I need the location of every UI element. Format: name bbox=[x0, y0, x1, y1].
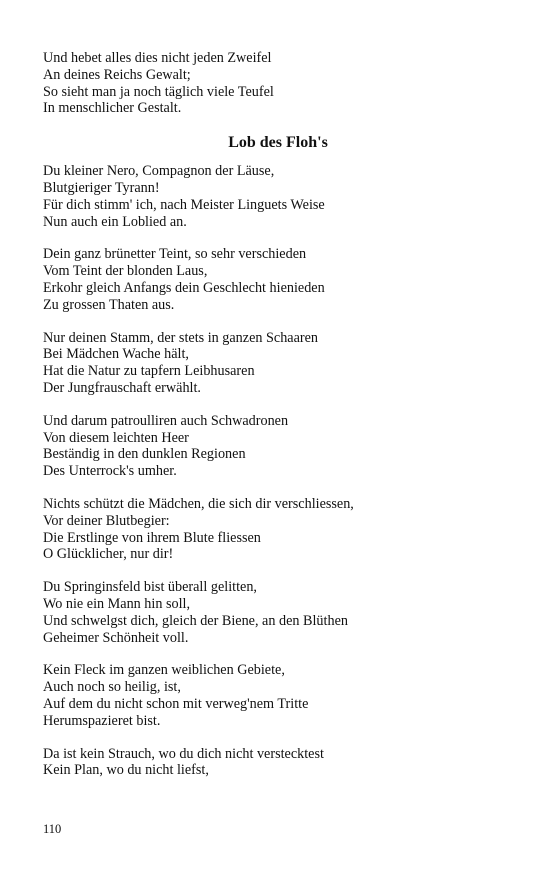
poem-line: Vor deiner Blutbegier: bbox=[43, 512, 170, 529]
poem-line: An deines Reichs Gewalt; bbox=[43, 66, 191, 83]
poem-line: Blutgieriger Tyrann! bbox=[43, 179, 160, 196]
poem-line: Beständig in den dunklen Regionen bbox=[43, 446, 246, 463]
poem-line: Und hebet alles dies nicht jeden Zweifel bbox=[43, 50, 272, 66]
stanza bbox=[43, 579, 513, 646]
poem-line: O Glücklicher, nur dir! bbox=[43, 546, 174, 563]
poem-line: Hat die Natur zu tapfern Leibhusaren bbox=[43, 363, 255, 380]
poem-line: Die Erstlinge von ihrem Blute fliessen bbox=[43, 529, 261, 546]
poem-line: Herumspazieret bist. bbox=[43, 712, 161, 729]
poem-line: Auf dem du nicht schon mit verweg'nem Tritte bbox=[43, 695, 309, 712]
poem-line: Der Jungfrauschaft erwählt. bbox=[43, 379, 201, 396]
poem-line: Nun auch ein Loblied an. bbox=[43, 213, 187, 230]
book-page bbox=[43, 50, 513, 795]
continued-stanza bbox=[43, 50, 513, 117]
poem-line: In menschlicher Gestalt. bbox=[43, 100, 182, 117]
poem-line: Vom Teint der blonden Laus, bbox=[43, 263, 208, 280]
poem-line: Erkohr gleich Anfangs dein Geschlecht hienieden bbox=[43, 279, 325, 296]
poem-line: Wo nie ein Mann hin soll, bbox=[43, 595, 191, 612]
poem-line: Für dich stimm' ich, nach Meister Linguets Weise bbox=[43, 196, 325, 213]
stanza bbox=[43, 246, 513, 313]
poem-line: Kein Plan, wo du nicht liefst, bbox=[43, 762, 209, 779]
poem-line: Und schwelgst dich, gleich der Biene, an den Blüthen bbox=[43, 612, 348, 629]
poem-line: Dein ganz brünetter Teint, so sehr verschieden bbox=[43, 246, 307, 263]
poem-line: Nichts schützt die Mädchen, die sich dir verschliessen, bbox=[43, 495, 354, 512]
poem-line: Und darum patroulliren auch Schwadronen bbox=[43, 412, 289, 429]
poem-title: Lob des Floh's bbox=[228, 134, 328, 152]
poem-line: Du kleiner Nero, Compagnon der Läuse, bbox=[43, 163, 275, 180]
stanza bbox=[43, 662, 513, 729]
poem-line: Nur deinen Stamm, der stets in ganzen Schaaren bbox=[43, 329, 318, 346]
poem-line: Bei Mädchen Wache hält, bbox=[43, 346, 189, 363]
stanza bbox=[43, 413, 513, 480]
stanza bbox=[43, 330, 513, 397]
poem-line: Von diesem leichten Heer bbox=[43, 429, 189, 446]
stanza bbox=[43, 746, 513, 780]
poem-line: Geheimer Schönheit voll. bbox=[43, 629, 189, 646]
poem-line: Auch noch so heilig, ist, bbox=[43, 679, 181, 696]
poem-line: Du Springinsfeld bist überall gelitten, bbox=[43, 579, 257, 596]
poem-line: Kein Fleck im ganzen weiblichen Gebiete, bbox=[43, 662, 285, 679]
page-number: 110 bbox=[43, 822, 62, 836]
stanza bbox=[43, 496, 513, 563]
poem-line: Da ist kein Strauch, wo du dich nicht verstecktest bbox=[43, 745, 324, 762]
poem-line: Des Unterrock's umher. bbox=[43, 463, 177, 480]
stanza bbox=[43, 163, 513, 230]
poem-line: So sieht man ja noch täglich viele Teufel bbox=[43, 83, 274, 100]
poem-line: Zu grossen Thaten aus. bbox=[43, 296, 175, 313]
